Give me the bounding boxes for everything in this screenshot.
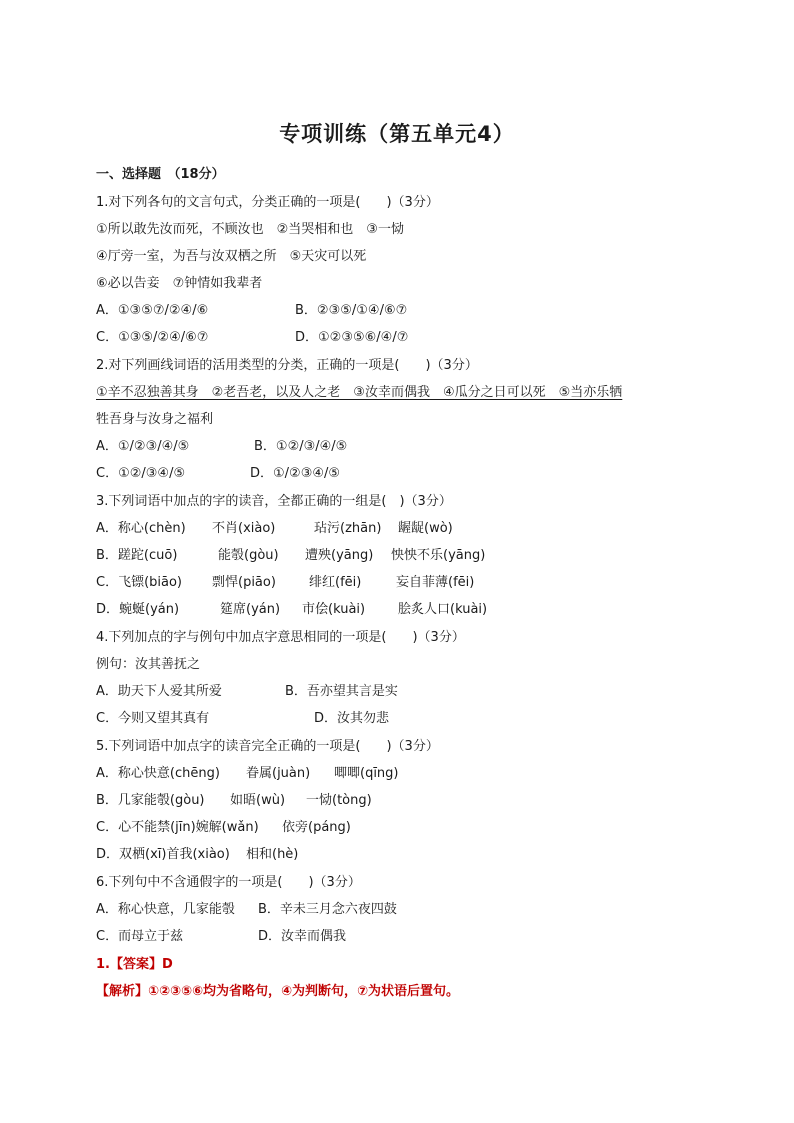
question-2-option-d: D．①/②③④/⑤: [250, 466, 341, 481]
question-3-option-a-2: 不肖(xiào): [212, 521, 276, 536]
question-3-option-d-1: D．蜿蜒(yán): [96, 602, 180, 617]
question-3-option-a-1: A．称心(chèn): [96, 521, 186, 536]
question-5-option-a-2: 眷属(juàn): [246, 766, 311, 781]
question-5-option-c-2: 依旁(páng): [282, 820, 351, 835]
question-4-stem: 4.下列加点的字与例句中加点字意思相同的一项是( )（3分）: [96, 630, 465, 645]
question-2-sentences-1: ①辛不忍独善其身 ②老吾老，以及人之老 ③汝幸而偶我 ④瓜分之日可以死 ⑤当亦乐牺: [96, 385, 623, 400]
question-3-option-b-2: 能彀(gòu): [218, 548, 279, 563]
question-4-option-c: C．今则又望其真有: [96, 711, 210, 726]
question-1-option-d: D．①②③⑤⑥/④/⑦: [295, 330, 409, 345]
question-5-option-d-1: D．双栖(xī)首我(xiào): [96, 847, 230, 862]
question-3-option-c-1: C．飞镖(biāo): [96, 575, 183, 590]
question-6-option-d: D．汝幸而偶我: [258, 929, 347, 944]
question-3-option-d-3: 市侩(kuài): [302, 602, 366, 617]
question-5-option-b-2: 如晤(wù): [230, 793, 286, 808]
question-1-option-b: B．②③⑤/①④/⑥⑦: [295, 303, 408, 318]
question-5-option-d-2: 相和(hè): [246, 847, 299, 862]
question-3-option-b-1: B．蹉跎(cuō): [96, 548, 178, 563]
question-2-option-c: C．①②/③④/⑤: [96, 466, 186, 481]
question-3-option-c-3: 绯红(fēi): [309, 575, 362, 590]
question-3-option-c-4: 妄自菲薄(fēi): [396, 575, 475, 590]
question-2-option-b: B．①②/③/④/⑤: [254, 439, 348, 454]
question-1-sentences-2: ④厅旁一室，为吾与汝双栖之所 ⑤天灾可以死: [96, 249, 367, 264]
question-3-option-d-2: 筵席(yán): [220, 602, 281, 617]
question-3-option-b-4: 怏怏不乐(yāng): [391, 548, 486, 563]
question-5-option-a-1: A．称心快意(chēng): [96, 766, 220, 781]
question-5-option-b-3: 一恸(tòng): [306, 793, 372, 808]
question-3-option-b-3: 遭殃(yāng): [305, 548, 374, 563]
question-3-option-d-4: 脍炙人口(kuài): [398, 602, 488, 617]
answer-label: 1.【答案】D: [96, 957, 173, 972]
question-5-option-c-1: C．心不能禁(jīn)婉解(wǎn): [96, 820, 259, 835]
section-heading: 一、选择题 （18分）: [96, 167, 225, 182]
question-5-option-b-1: B．几家能彀(gòu): [96, 793, 205, 808]
question-4-option-b: B．吾亦望其言是实: [285, 684, 398, 699]
question-2-sentences-2: 牲吾身与汝身之福利: [96, 412, 214, 427]
answer-analysis: 【解析】①②③⑤⑥均为省略句，④为判断句，⑦为状语后置句。: [96, 984, 460, 999]
page-title: 专项训练（第五单元4）: [279, 122, 515, 146]
question-3-option-a-3: 玷污(zhān): [314, 521, 382, 536]
question-5-stem: 5.下列词语中加点字的读音完全正确的一项是( )（3分）: [96, 739, 439, 754]
question-1-option-c: C．①③⑤/②④/⑥⑦: [96, 330, 209, 345]
question-1-sentences-1: ①所以敢先汝而死，不顾汝也 ②当哭相和也 ③一恸: [96, 222, 404, 237]
question-6-option-a: A．称心快意，几家能彀: [96, 902, 235, 917]
question-6-stem: 6.下列句中不含通假字的一项是( )（3分）: [96, 875, 361, 890]
question-6-option-b: B．辛未三月念六夜四鼓: [258, 902, 397, 917]
question-1-sentences-3: ⑥必以告妾 ⑦钟情如我辈者: [96, 276, 263, 291]
question-2-stem: 2.对下列画线词语的活用类型的分类，正确的一项是( )（3分）: [96, 358, 478, 373]
question-3-option-c-2: 剽悍(piāo): [212, 575, 276, 590]
question-4-option-d: D．汝其勿悲: [314, 711, 390, 726]
question-5-option-a-3: 唧唧(qīng): [334, 766, 399, 781]
question-4-option-a: A．助天下人爱其所爱: [96, 684, 222, 699]
question-4-example: 例句：汝其善抚之: [96, 657, 201, 672]
question-3-option-a-4: 龌龊(wò): [398, 521, 453, 536]
question-3-stem: 3.下列词语中加点的字的读音，全都正确的一组是( )（3分）: [96, 494, 452, 509]
question-6-option-c: C．而母立于兹: [96, 929, 184, 944]
question-2-option-a: A．①/②③/④/⑤: [96, 439, 190, 454]
question-1-stem: 1.对下列各句的文言句式，分类正确的一项是( )（3分）: [96, 195, 439, 210]
question-1-option-a: A．①③⑤⑦/②④/⑥: [96, 303, 209, 318]
